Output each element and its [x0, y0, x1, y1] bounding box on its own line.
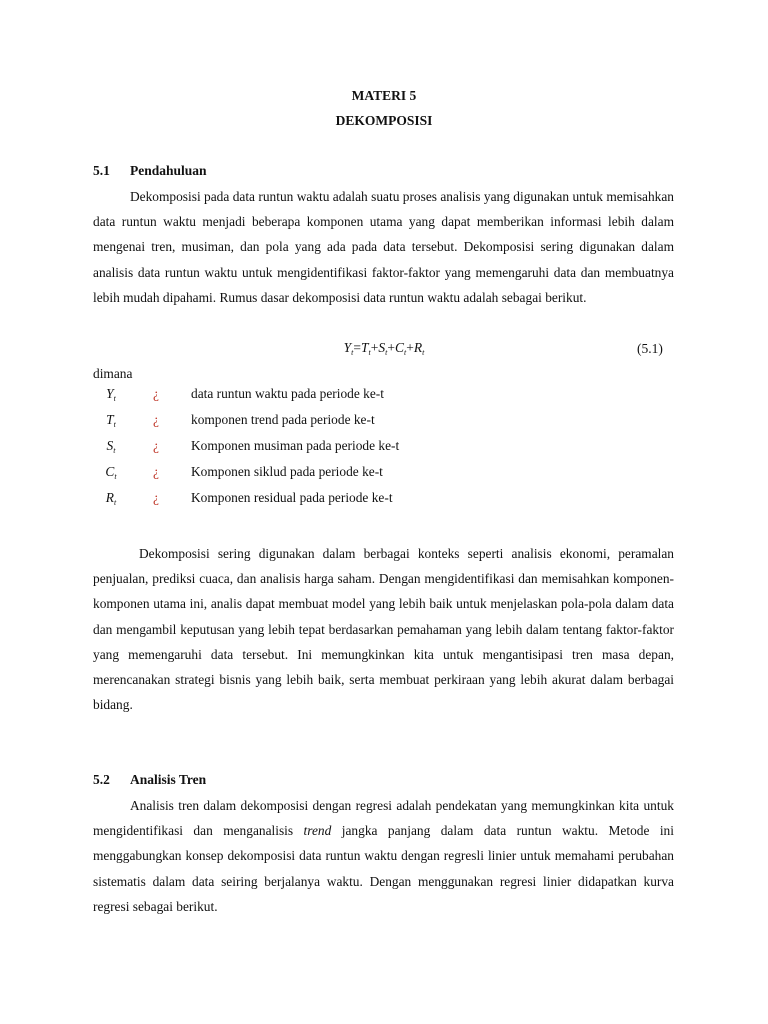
- definition-text: Komponen musiman pada periode ke-t: [191, 438, 400, 453]
- section-number: 5.1: [93, 163, 110, 178]
- trend-paragraph-text-2: jangka panjang dalam data runtun waktu. Metode ini menggabungkan konsep dekomposisi data runtun waktu dengan regresli linier untuk memahami perubahan sistematis dalam data seiring berjalanya waktu. Dengan menggunakan regresi linier didapatkan kurva regresi sebagai berikut.: [93, 823, 674, 914]
- definition-symbol: $S_t$: [106, 438, 116, 455]
- definition-symbol: $R_t$: [105, 490, 117, 507]
- definition-row: [93, 438, 593, 464]
- section-heading-5-1: [93, 163, 207, 179]
- definition-row: [93, 490, 593, 516]
- definition-symbol: $Y_t$: [106, 386, 116, 403]
- definition-separator: ¿: [153, 490, 159, 505]
- trend-italic-word: trend: [303, 823, 332, 839]
- trend-paragraph-text-1: Analisis tren dalam dekomposisi dengan regresi adalah pendekatan yang memungkinkan kita untuk mengidentifikasi dan menganalisis: [93, 798, 674, 839]
- definition-text: komponen trend pada periode ke-t: [191, 412, 375, 427]
- definition-symbol: $T_t$: [106, 412, 116, 429]
- section-heading-5-2: [93, 772, 206, 788]
- definition-symbol: $C_t$: [105, 464, 117, 481]
- definition-row: [93, 386, 593, 412]
- intro-paragraph: [93, 184, 674, 310]
- section-title: Analisis Tren: [130, 772, 207, 787]
- definition-separator: ¿: [153, 438, 159, 453]
- context-paragraph-text: Dekomposisi sering digunakan dalam berbagai konteks seperti analisis ekonomi, peramalan penjualan, prediksi cuaca, dan analisis harga saham. Dengan mengidentifikasi dan memisahkan komponen-komponen utama ini, analis dapat membuat model yang lebih baik untuk menjelaskan pola-pola dalam data dan mengambil keputusan yang lebih tepat berdasarkan pemahaman yang lebih dalam tentang faktor-faktor yang memengaruhi data tersebut. Ini memungkinkan kita untuk mengantisipasi tren masa depan, merencanakan strategi bisnis yang lebih baik, serta membuat perkiraan yang lebih akurat dalam berbagai bidang.: [93, 546, 674, 713]
- document-title: MATERI 5: [351, 88, 417, 103]
- section-title: Pendahuluan: [130, 163, 207, 178]
- definition-separator: ¿: [153, 386, 159, 401]
- definition-text: Komponen siklud pada periode ke-t: [191, 464, 383, 479]
- definition-row: [93, 464, 593, 490]
- dimana-label: dimana: [93, 366, 133, 381]
- definition-text: Komponen residual pada periode ke-t: [191, 490, 393, 505]
- document-subtitle: DEKOMPOSISI: [335, 113, 433, 128]
- intro-paragraph-text: Dekomposisi pada data runtun waktu adalah suatu proses analisis yang digunakan untuk memisahkan data runtun waktu menjadi beberapa komponen utama yang dapat memberikan informasi lebih dalam mengenai tren, musiman, dan pola yang ada pada data tersebut. Dekomposisi sering digunakan dalam analisis data runtun waktu untuk mengidentifikasi faktor-faktor yang memengaruhi data dan membuatnya lebih mudah dipahami. Rumus dasar dekomposisi data runtun waktu adalah sebagai berikut.: [93, 189, 674, 305]
- definition-separator: ¿: [153, 412, 159, 427]
- definition-row: [93, 412, 593, 438]
- equation-number: (5.1): [637, 341, 663, 356]
- trend-paragraph: [93, 793, 674, 919]
- definition-text: data runtun waktu pada periode ke-t: [191, 386, 384, 401]
- section-number: 5.2: [93, 772, 110, 787]
- definition-separator: ¿: [153, 464, 159, 479]
- decomposition-formula: $Y_t=T_t+S_t+C_t+R_t$: [343, 340, 425, 357]
- context-paragraph: [93, 541, 674, 717]
